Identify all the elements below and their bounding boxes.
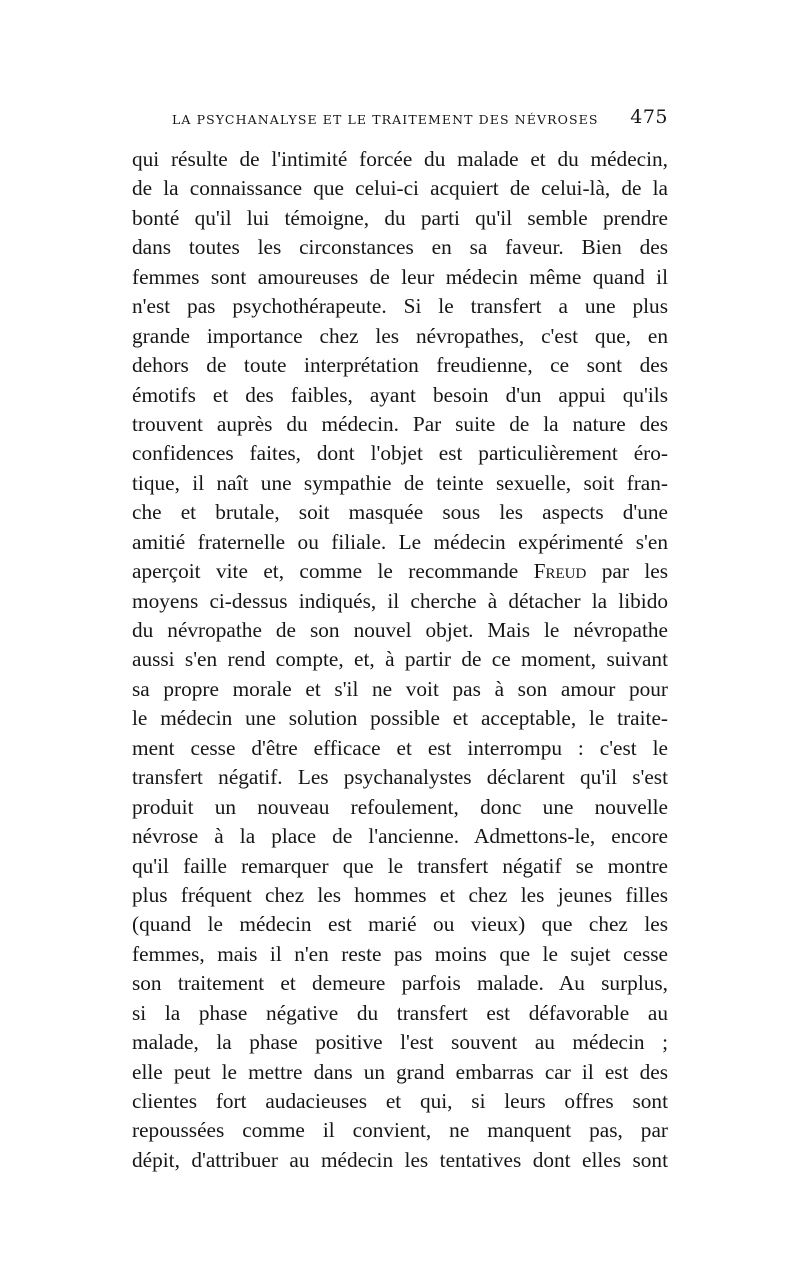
text-line: femmes, mais il n'en reste pas moins que le sujet cesse (132, 941, 668, 966)
text-line: du névropathe de son nouvel objet. Mais le névropathe (132, 618, 668, 642)
text-line: bonté qu'il lui témoigne, du parti qu'il semble prendre (132, 205, 668, 230)
text-line: dehors de toute interprétation freudienne, ce sont des (132, 353, 668, 378)
text-line: dans toutes les circonstances en sa faveur. Bien des (132, 235, 668, 260)
text-line: ment cesse d'être efficace et est interrompu : c'est le (132, 735, 668, 760)
text-line: repoussées comme il convient, ne manquent pas, par (132, 1118, 668, 1143)
text-line: produit un nouveau refoulement, donc une nouvelle (132, 794, 668, 819)
text-line: de la connaissance que celui-ci acquiert de celui-là, de la (132, 176, 668, 201)
text-line: grande importance chez les névropathes, c'est que, en (132, 323, 668, 348)
author-name: Freud (533, 559, 587, 584)
text-line: n'est pas psychothérapeute. Si le transfert a une plus (132, 294, 668, 319)
running-title: LA PSYCHANALYSE ET LE TRAITEMENT DES NÉVROSES (172, 112, 599, 127)
text-line: qui résulte de l'intimité forcée du malade et du médecin, (132, 147, 668, 171)
text-line: dépit, d'attribuer au médecin les tentatives dont elles sont (132, 1147, 668, 1172)
text-line: le médecin une solution possible et acceptable, le traite- (132, 706, 668, 731)
text-line: che et brutale, soit masquée sous les aspects d'une (132, 500, 668, 525)
text-line: elle peut le mettre dans un grand embarras car il est des (132, 1059, 668, 1084)
page-number: 475 (630, 106, 668, 128)
text-line: qu'il faille remarquer que le transfert négatif se montre (132, 853, 668, 878)
running-head (132, 106, 668, 134)
text-line: malade, la phase positive l'est souvent au médecin ; (132, 1030, 668, 1055)
text-line: trouvent auprès du médecin. Par suite de la nature des (132, 411, 668, 436)
text-line: (quand le médecin est marié ou vieux) que chez les (132, 912, 668, 937)
text-line: névrose à la place de l'ancienne. Admettons-le, encore (132, 824, 668, 849)
text-line: aussi s'en rend compte, et, à partir de ce moment, suivant (132, 647, 668, 672)
text-line-start: aperçoit vite et, comme le recommande (132, 559, 534, 584)
text-line: émotifs et des faibles, ayant besoin d'un appui qu'ils (132, 382, 668, 407)
text-line: tique, il naît une sympathie de teinte sexuelle, soit fran- (132, 470, 668, 495)
text-line: femmes sont amoureuses de leur médecin même quand il (132, 264, 668, 289)
body-text (132, 145, 668, 1175)
text-line: amitié fraternelle ou filiale. Le médecin expérimenté s'en (132, 529, 668, 554)
text-line-end: par les (586, 559, 668, 584)
text-line: clientes fort audacieuses et qui, si leurs offres sont (132, 1089, 668, 1113)
text-line: son traitement et demeure parfois malade. Au surplus, (132, 971, 668, 996)
text-line: confidences faites, dont l'objet est particulièrement éro- (132, 441, 668, 466)
text-line: transfert négatif. Les psychanalystes déclarent qu'il s'est (132, 765, 668, 790)
text-line: si la phase négative du transfert est défavorable au (132, 1000, 668, 1025)
text-line: moyens ci-dessus indiqués, il cherche à détacher la libido (132, 588, 668, 613)
text-line: sa propre morale et s'il ne voit pas à son amour pour (132, 676, 668, 701)
text-line: plus fréquent chez les hommes et chez les jeunes filles (132, 882, 668, 907)
text-line-with-author (132, 557, 668, 586)
